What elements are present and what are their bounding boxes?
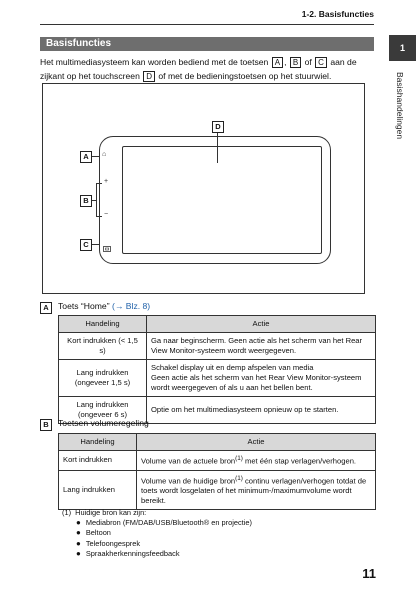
- callout-a-leader: [92, 156, 100, 157]
- header-rule: [40, 24, 374, 25]
- intro-paragraph: [40, 55, 376, 83]
- handeling-cell: Kort indrukken: [59, 451, 137, 471]
- footnote-text: Huidige bron kan zijn:: [75, 508, 147, 517]
- actie-cell: [137, 451, 376, 471]
- actie-text: met één stap verlagen/verhogen.: [242, 456, 357, 466]
- page-reference-link[interactable]: (→ Blz. 8): [111, 301, 151, 311]
- handeling-cell: Lang indrukken (ongeveer 1,5 s): [59, 360, 147, 397]
- table-header-handeling: Handeling: [59, 316, 147, 333]
- table-row: [59, 470, 376, 510]
- handeling-cell: Lang indrukken: [59, 470, 137, 510]
- key-label-d: D: [143, 71, 155, 82]
- table-header-actie: Actie: [147, 316, 376, 333]
- actie-line: Schakel display uit en demp afspelen van media: [151, 363, 314, 372]
- footnote-ref: (1): [235, 474, 243, 482]
- actie-text: continu verlagen/verhogen totdat de toets wordt losgelaten of het minimum-/maximumvolume wordt bereikt.: [141, 476, 367, 506]
- actie-cell: Optie om het multimediasysteem opnieuw op te starten.: [147, 397, 376, 424]
- intro-sep-2: of: [304, 57, 312, 67]
- callout-c-leader: [92, 244, 100, 245]
- handeling-cell: Kort indrukken (< 1,5 s): [59, 333, 147, 360]
- footnote-list: [76, 518, 252, 560]
- callout-b-leader-top: [96, 183, 102, 184]
- footnote-ref: (1): [235, 455, 243, 462]
- callout-c: C: [80, 239, 92, 251]
- section-a-title: Toets “Home”: [58, 301, 110, 311]
- callout-d: D: [212, 121, 224, 133]
- home-key-table: [58, 315, 376, 424]
- callout-a: A: [80, 151, 92, 163]
- section-a-label: A: [40, 302, 52, 314]
- actie-text: Volume van de actuele bron: [141, 456, 236, 466]
- key-label-a: A: [272, 57, 283, 68]
- intro-text-1: Het multimediasysteem kan worden bediend met de toetsen: [40, 57, 269, 67]
- intro-sep-1: ,: [284, 57, 287, 67]
- table-header-actie: Actie: [137, 434, 376, 451]
- table-header-handeling: Handeling: [59, 434, 137, 451]
- list-item: ● Telefoongesprek: [76, 539, 252, 549]
- section-b-label: B: [40, 419, 52, 431]
- list-item: ● Mediabron (FM/DAB/USB/Bluetooth® en projectie): [76, 518, 252, 528]
- section-b-title: Toetsen volumeregeling: [58, 418, 149, 428]
- volume-key-table: [58, 433, 376, 510]
- callout-b: B: [80, 195, 92, 207]
- volume-down-icon: −: [104, 211, 109, 218]
- section-title: Basisfuncties: [46, 38, 112, 49]
- list-item: ● Spraakherkenningsfeedback: [76, 549, 252, 559]
- callout-b-leader-bottom: [96, 216, 102, 217]
- handeling-cell: Lang indrukken (ongeveer 6 s): [59, 397, 147, 424]
- chapter-tab-number: 1: [389, 35, 416, 61]
- callout-d-leader: [217, 133, 218, 163]
- actie-line: Geen actie als het scherm van het Rear View Monitor-systeem wordt weergegeven of als u aan het bellen bent.: [151, 373, 362, 392]
- camera-icon: [103, 240, 111, 258]
- actie-cell: [147, 360, 376, 397]
- page-number: 11: [362, 566, 376, 581]
- section-a-heading: [58, 301, 150, 311]
- table-row: [59, 360, 376, 397]
- home-icon: ⌂: [102, 151, 107, 158]
- actie-cell: Ga naar beginscherm. Geen actie als het scherm van het Rear View Monitor-systeem wordt weergegeven.: [147, 333, 376, 360]
- running-header-title: 1-2. Basisfuncties: [301, 9, 374, 19]
- callout-b-bracket: [96, 183, 97, 217]
- footnote: [62, 508, 146, 517]
- chapter-tab-label: Basishandelingen: [395, 72, 405, 140]
- table-row: [59, 451, 376, 471]
- footnote-marker: (1): [62, 508, 72, 517]
- actie-text: Volume van de huidige bron: [141, 476, 236, 486]
- volume-up-icon: +: [104, 178, 109, 185]
- list-item: ● Beltoon: [76, 528, 252, 538]
- key-label-c: C: [315, 57, 327, 68]
- table-row: [59, 333, 376, 360]
- callout-b-leader: [92, 200, 96, 201]
- intro-text-2: aan de zijkant op het touchscreen: [40, 57, 357, 81]
- key-label-b: B: [290, 57, 301, 68]
- intro-text-3: of met de bedieningstoetsen op het stuurwiel.: [158, 71, 332, 81]
- actie-cell: [137, 470, 376, 510]
- display-area: [122, 146, 322, 254]
